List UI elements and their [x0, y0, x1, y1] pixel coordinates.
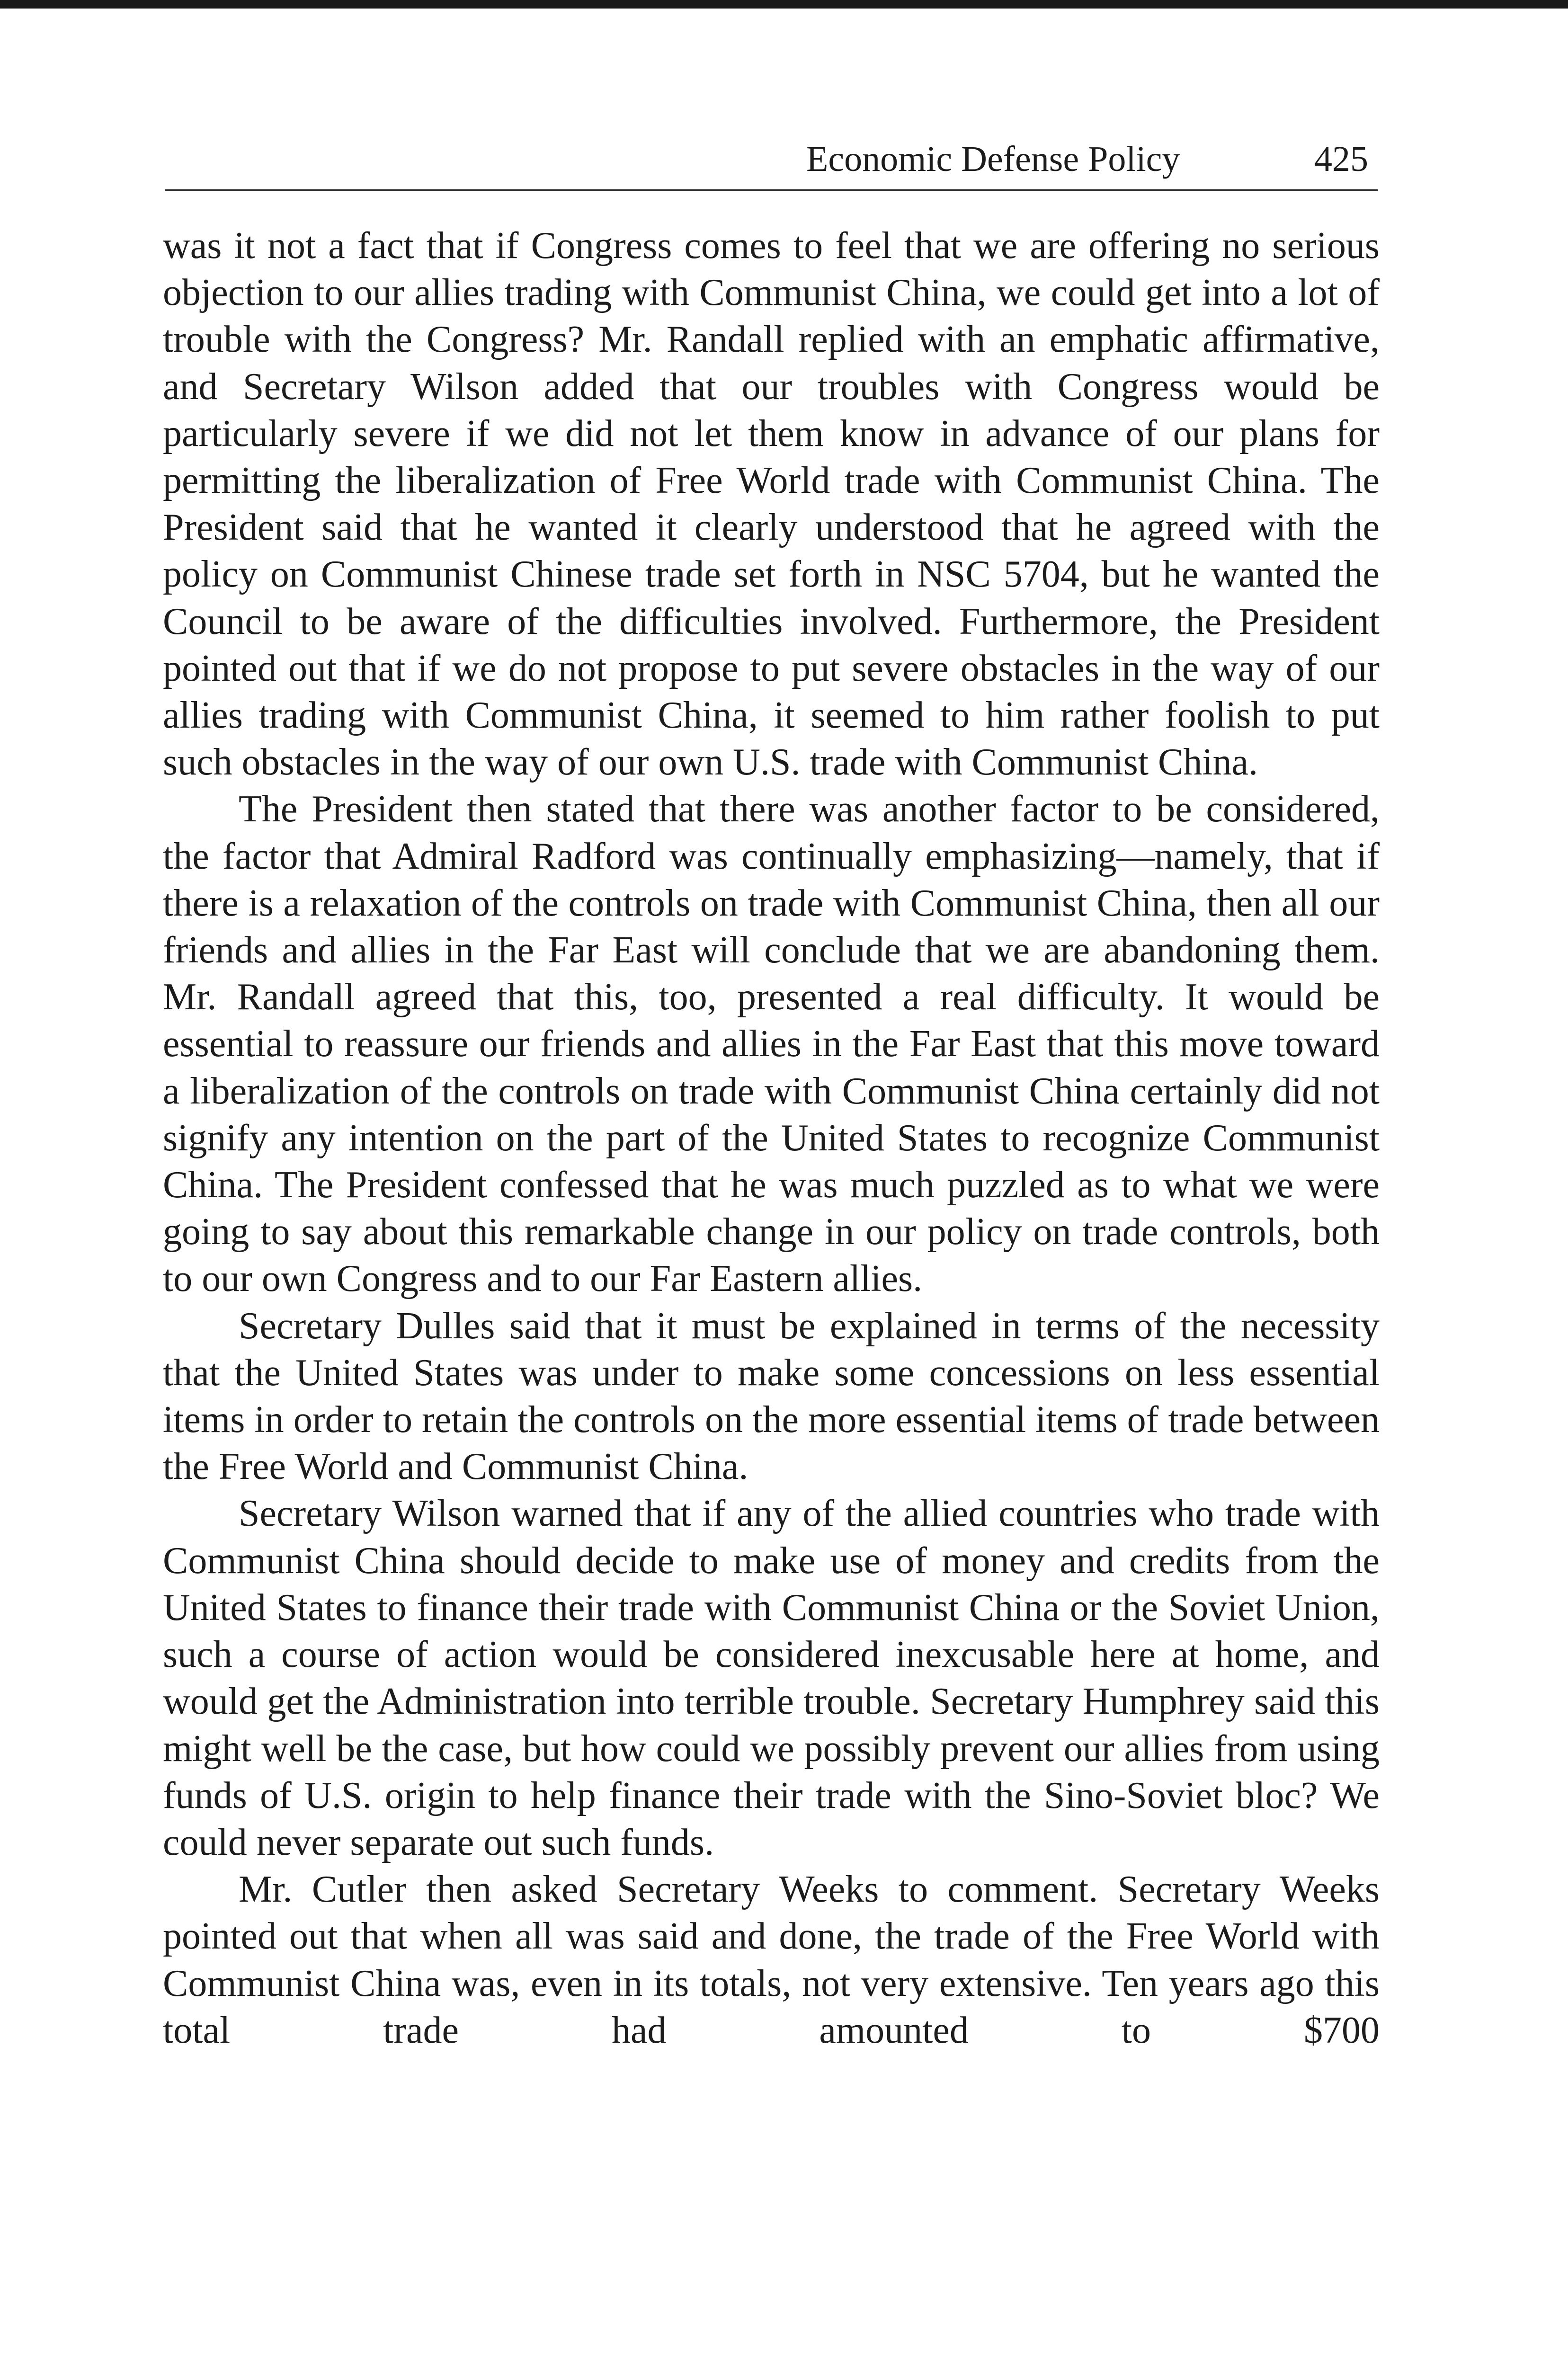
paragraph-cutler-weeks: Mr. Cutler then asked Secretary Weeks to comment. Secretary Weeks pointed out that when all was said and done, the trade of the Free World with Communist China was, even in its totals, not very extensive. Ten years ago this total trade had amounted to $700	[163, 1869, 1380, 2051]
paragraph-wilson-humphrey: Secretary Wilson warned that if any of the allied countries who trade with Communist China should decide to make use of money and credits from the United States to finance their trade with Communist China or the Soviet Union, such a course of action would be considered inexcusable here at home, and would get the Administration into terrible trouble. Secretary Humphrey said this might well be the case, but how could we possibly prevent our allies from using funds of U.S. origin to help finance their trade with the Sino-Soviet bloc? We could never separate out such funds.	[163, 1493, 1380, 1863]
paragraph-dulles: Secretary Dulles said that it must be explained in terms of the necessity that the United States was under to make some concessions on less essential items in order to retain the controls on the more essential items of trade between the Free World and Communist China.	[163, 1305, 1380, 1488]
page-top-border	[0, 0, 1568, 9]
page-number: 425	[1314, 139, 1368, 179]
paragraph-continued: was it not a fact that if Congress comes to feel that we are offering no serious objection to our allies trading with Communist China, we could get into a lot of trouble with the Congress? Mr. Randall replied with an emphatic affirmative, and Secretary Wilson added that our troubles with Congress would be particularly severe if we did not let them know in advance of our plans for permitting the liberalization of Free World trade with Communist China. The President said that he wanted it clearly understood that he agreed with the policy on Communist Chinese trade set forth in NSC 5704, but he wanted the Council to be aware of the difficulties involved. Furthermore, the President pointed out that if we do not propose to put severe obstacles in the way of our allies trading with Communist China, it seemed to him rather foolish to put such obstacles in the way of our own U.S. trade with Communist China.	[163, 225, 1380, 783]
body-text	[163, 222, 1380, 2054]
running-header	[165, 135, 1378, 191]
paragraph-president-radford: The President then stated that there was another factor to be considered, the factor that Admiral Radford was continually emphasizing—namely, that if there is a relaxation of the controls on trade with Communist China, then all our friends and allies in the Far East will conclude that we are abandoning them. Mr. Randall agreed that this, too, presented a real difficulty. It would be essential to reassure our friends and allies in the Far East that this move toward a liberalization of the controls on trade with Communist China certainly did not signify any intention on the part of the United States to recognize Communist China. The President confessed that he was much puzzled as to what we were going to say about this remarkable change in our policy on trade controls, both to our own Congress and to our Far Eastern allies.	[163, 788, 1380, 1300]
running-title: Economic Defense Policy	[806, 139, 1180, 179]
